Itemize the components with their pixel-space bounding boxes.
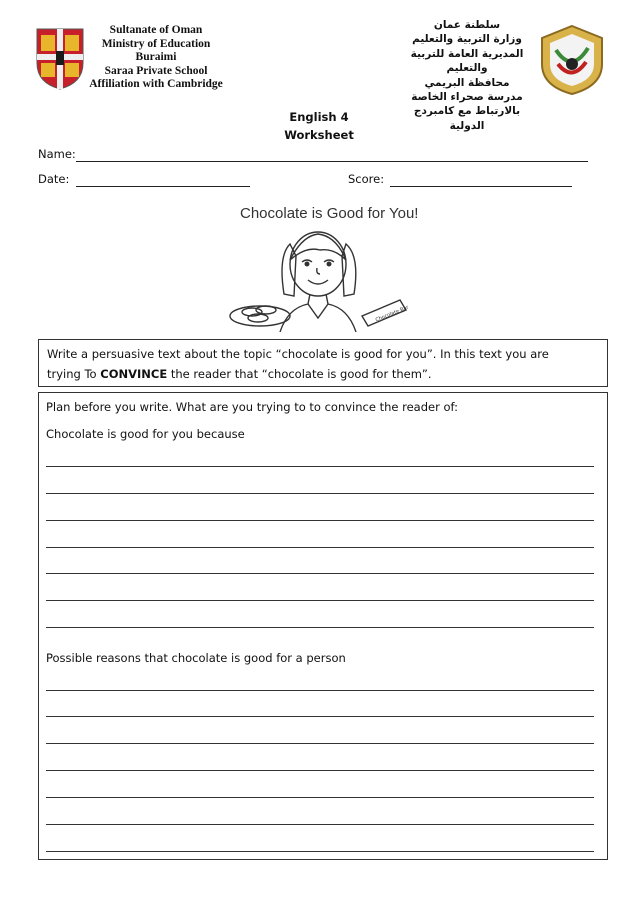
header-line: Buraimi — [135, 51, 177, 64]
writing-line[interactable] — [46, 743, 594, 744]
writing-line[interactable] — [46, 716, 594, 717]
writing-line[interactable] — [46, 690, 594, 691]
header-line: بالارتباط مع كامبردج الدولية — [413, 105, 521, 132]
date-label: Date: — [38, 172, 70, 186]
cambridge-crest-logo — [35, 27, 85, 91]
score-field[interactable] — [390, 186, 572, 187]
header-line: وزارة التربية والتعليم — [412, 33, 522, 46]
writing-line[interactable] — [46, 466, 594, 467]
name-field[interactable] — [76, 161, 588, 162]
girl-with-chocolate-illustration — [228, 226, 408, 332]
instructions-text: the reader that “chocolate is good for them”. — [167, 367, 432, 381]
header-line: المديرية العامة للتربية والتعليم — [410, 47, 524, 75]
plan-intro: Plan before you write. What are you trying to to convince the reader of: — [46, 400, 459, 414]
header-line: Sultanate of Oman — [109, 24, 203, 36]
header-line: Saraa Private School — [104, 64, 208, 77]
header-line: سلطنة عمان — [433, 19, 501, 31]
planning-box — [38, 392, 608, 860]
convince-emphasis: CONVINCE — [100, 367, 168, 381]
subject-title: English 4 — [289, 110, 349, 124]
writing-line[interactable] — [46, 770, 594, 771]
prompt-chocolate-good-because: Chocolate is good for you because — [46, 427, 245, 441]
writing-line[interactable] — [46, 573, 594, 574]
date-field[interactable] — [76, 186, 250, 187]
writing-line[interactable] — [46, 824, 594, 825]
writing-line[interactable] — [46, 520, 594, 521]
header-line: Ministry of Education — [101, 37, 211, 50]
writing-line[interactable] — [46, 547, 594, 548]
instructions-line-1: Write a persuasive text about the topic “chocolate is good for you”. In this text you are — [47, 347, 549, 361]
header-line: مدرسة صحراء الخاصة — [411, 91, 523, 104]
writing-line[interactable] — [46, 600, 594, 601]
writing-line[interactable] — [46, 851, 594, 852]
instructions-box — [38, 339, 608, 387]
header-line: Affiliation with Cambridge — [89, 78, 223, 91]
instructions-line-2 — [47, 364, 432, 384]
name-label: Name: — [38, 147, 76, 161]
writing-line[interactable] — [46, 627, 594, 628]
score-label: Score: — [348, 172, 385, 186]
writing-line[interactable] — [46, 493, 594, 494]
prompt-possible-reasons: Possible reasons that chocolate is good for a person — [46, 651, 346, 665]
worksheet-title: Worksheet — [284, 128, 354, 142]
instructions-text: trying To — [47, 367, 101, 381]
school-header-english — [86, 24, 226, 92]
header-line: محافظة البريمي — [424, 76, 510, 89]
illustration-caption: Chocolate is Good for You! — [240, 205, 419, 222]
writing-line[interactable] — [46, 797, 594, 798]
chocolate-bar-label: Chocolate Bar — [374, 304, 408, 324]
school-emblem-logo — [538, 24, 606, 96]
